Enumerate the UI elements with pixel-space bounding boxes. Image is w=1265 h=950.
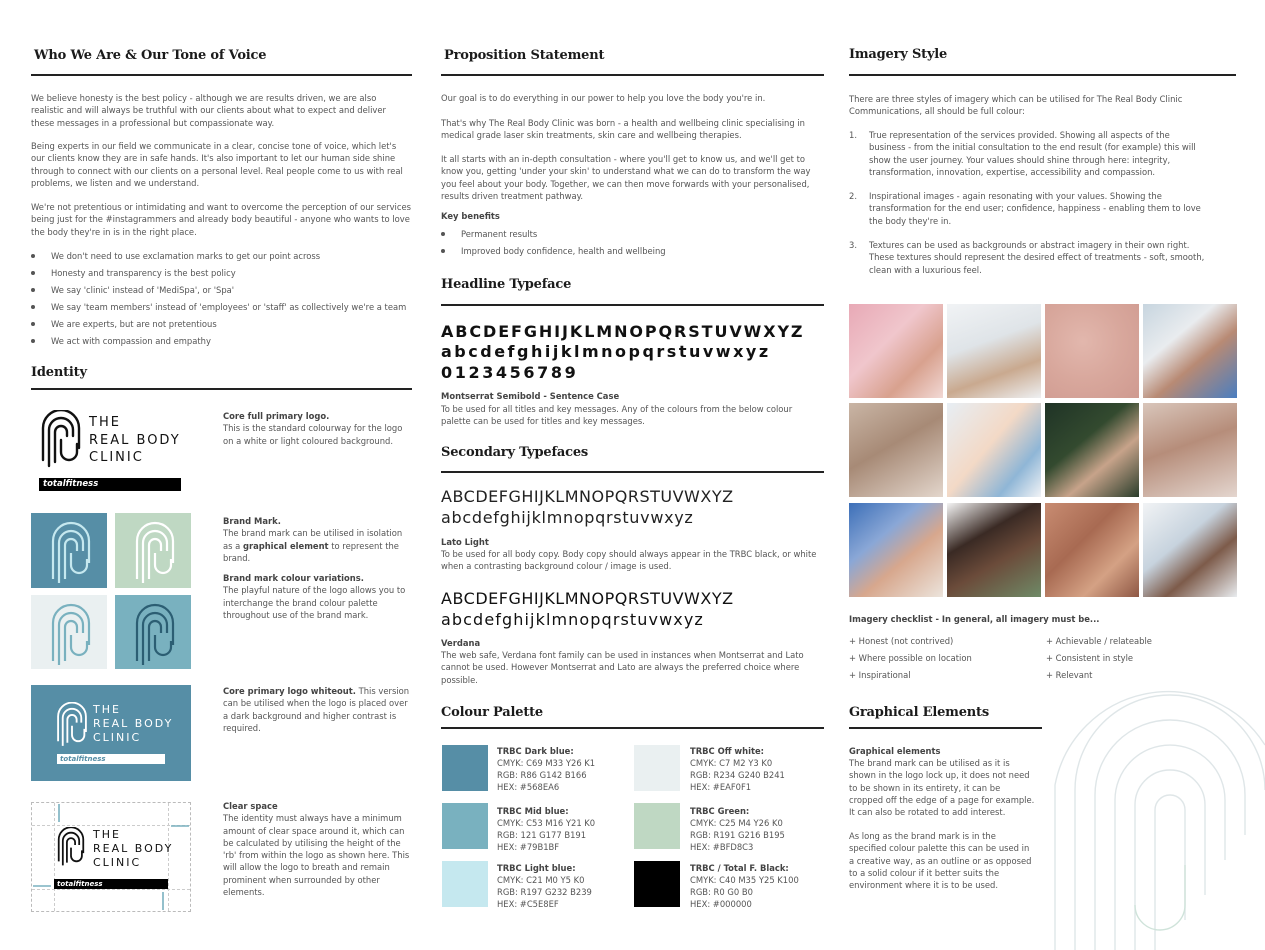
tone-paragraph-3: We're not pretentious or intimidating and want to overcome the perception of our services being just for the #instagrammers and already body beautiful - anyone who wants to love the body they're in is in the right place. (31, 202, 412, 237)
whiteout-description (223, 685, 411, 734)
core-logo-description (223, 410, 411, 447)
photo-massage (849, 403, 943, 497)
graphical-elements-subtitle: Graphical elements (849, 746, 941, 756)
core-logo (39, 410, 184, 492)
brand-mark-description (223, 515, 411, 621)
totalfitness-bar: totalfitness (57, 754, 165, 764)
photo-laser-treatment (1143, 304, 1237, 398)
brand-mark-icon (39, 410, 83, 468)
divider (441, 304, 824, 306)
montserrat-uppercase: ABCDEFGHIJKLMNOPQRSTUVWXYZ (441, 322, 805, 341)
montserrat-digits: 0123456789 (441, 363, 579, 382)
verdana-description: The web safe, Verdana font family can be used in instances when Montserrat and Lato cannot be used. However Montserrat and Lato are always the preferred choice where possible. (441, 650, 804, 685)
proposition-paragraph-2: That's why The Real Body Clinic was born - a health and wellbeing clinic specialising in medical grade laser skin treatments, skin care and wellbeing therapies. (441, 118, 805, 141)
lato-lowercase: abcdefghijklmnopqrstuvwxyz (441, 508, 694, 527)
divider (441, 471, 824, 473)
graphical-elements-title: Graphical Elements (849, 705, 989, 720)
totalfitness-bar: totalfitness (54, 879, 168, 889)
brand-mark-icon (55, 702, 89, 748)
photo-hand-care (849, 503, 943, 597)
imagery-checklist-left (849, 633, 1049, 684)
verdana-uppercase: ABCDEFGHIJKLMNOPQRSTUVWXYZ (441, 589, 734, 608)
montserrat-lowercase: abcdefghijklmnopqrstuvwxyz (441, 342, 771, 361)
brand-mark-tile (115, 595, 191, 669)
divider (849, 727, 1042, 729)
whiteout-logo (31, 685, 191, 781)
photo-women-underwear (849, 304, 943, 398)
imagery-intro: There are three styles of imagery which can be utilised for The Real Body Clinic Communications, all should be full colour: (849, 94, 1183, 117)
colour-palette (441, 743, 824, 913)
clear-space-title: Clear space (223, 801, 278, 811)
list-item: + Where possible on location (849, 653, 972, 663)
list-item: + Relevant (1046, 670, 1093, 680)
colour-info: TRBC Light blue: CMYK: C21 M0 Y5 K0 RGB: R197 G232 B239 HEX: #C5E8EF (497, 863, 592, 909)
variations-title: Brand mark colour variations. (223, 573, 364, 584)
tone-paragraph-2: Being experts in our field we communicate in a clear, concise tone of voice, which let's our clients know they are in safe hands. It's also important to let our human side shine through to connect with our clients on a personal level. Real people come to us with real problems, we listen and we understand. (31, 141, 403, 188)
imagery-style-title: Imagery Style (849, 47, 948, 62)
divider (31, 388, 412, 390)
logo-wordmark: THE REAL BODY CLINIC (93, 703, 174, 744)
brand-mark-tile (115, 513, 191, 588)
brand-mark-tile (31, 513, 107, 588)
photo-clinic-consult (1143, 503, 1237, 597)
lato-description: To be used for all body copy. Body copy should always appear in the TRBC black, or white when a contrasting background colour / image is used. (441, 549, 817, 572)
brand-mark-title: Brand Mark. (223, 516, 281, 526)
colour-swatch (634, 803, 680, 849)
brand-mark-icon (115, 595, 191, 669)
logo-line-3: CLINIC (89, 450, 144, 465)
list-item: + Consistent in style (1046, 653, 1134, 663)
lato-uppercase: ABCDEFGHIJKLMNOPQRSTUVWXYZ (441, 487, 734, 506)
montserrat-name: Montserrat Semibold - Sentence Case (441, 391, 620, 401)
photo-consultation-clipboard (947, 304, 1041, 398)
background-brand-mark-icon (1035, 660, 1265, 950)
logo-line-1: THE (89, 415, 121, 430)
brand-mark-icon (115, 513, 191, 588)
secondary-typefaces-title: Secondary Typefaces (441, 445, 589, 460)
brand-mark-tile (31, 595, 107, 669)
colour-swatch (442, 803, 488, 849)
montserrat-description: To be used for all titles and key messages. Any of the colours from the below colour palette can be used for titles and key messages. (441, 404, 793, 427)
clear-space-description (223, 800, 411, 898)
verdana-name: Verdana (441, 638, 481, 648)
brand-mark-icon (31, 595, 107, 669)
proposition-paragraph-1: Our goal is to do everything in our power to help you love the body you're in. (441, 93, 766, 103)
divider (849, 74, 1236, 76)
brand-mark-variations (31, 513, 191, 669)
colour-info: TRBC / Total F. Black: CMYK: C40 M35 Y25 K100 RGB: R0 G0 B0 HEX: #000000 (690, 863, 799, 909)
list-item: + Inspirational (849, 670, 911, 680)
core-logo-text: This is the standard colourway for the logo on a white or light coloured background. (223, 423, 403, 446)
clear-space-marker-icon (31, 802, 191, 912)
lato-name: Lato Light (441, 537, 489, 547)
whiteout-title: Core primary logo whiteout. (223, 686, 356, 696)
verdana-lowercase: abcdefghijklmnopqrstuvwxyz (441, 610, 704, 629)
photo-fabric-texture (1045, 503, 1139, 597)
graphical-elements-paragraph-2: As long as the brand mark is in the specified colour palette this can be used in a creative way, as an outline or as opposed to a solid colour if it better suits the environment where it is to be used. (849, 831, 1032, 891)
colour-swatch (634, 861, 680, 907)
photo-legs-group (1143, 403, 1237, 497)
tone-paragraph-1: We believe honesty is the best policy - although we are results driven, we are also realistic and will always be truthful with our clients about what to expect and deliver these messages in a professional but compassionate way. (31, 93, 386, 128)
clear-space-diagram (31, 802, 191, 912)
photo-body-silhouette (1045, 403, 1139, 497)
photo-skin-texture (1045, 304, 1139, 398)
colour-info: TRBC Off white: CMYK: C7 M2 Y3 K0 RGB: R234 G240 B241 HEX: #EAF0F1 (690, 746, 785, 792)
colour-swatch (634, 745, 680, 791)
colour-swatch (442, 861, 488, 907)
colour-info: TRBC Dark blue: CMYK: C69 M33 Y26 K1 RGB: R86 G142 B166 HEX: #568EA6 (497, 746, 596, 792)
list-item: + Honest (not contrived) (849, 636, 954, 646)
headline-typeface-title: Headline Typeface (441, 277, 572, 292)
identity-title: Identity (31, 365, 87, 380)
colour-swatch (442, 745, 488, 791)
divider (31, 74, 412, 76)
logo-wordmark: THE REAL BODY CLINIC (93, 828, 174, 869)
logo-wordmark (89, 414, 181, 467)
brand-mark-text: The brand mark can be utilised in isolation as a graphical element to represent the brand. (223, 528, 403, 563)
photo-facial-treatment (947, 403, 1041, 497)
colour-palette-title: Colour Palette (441, 705, 543, 720)
imagery-checklist-title: Imagery checklist - In general, all imagery must be... (849, 614, 1100, 624)
variations-text: The playful nature of the logo allows you to interchange the brand colour palette throughout use of the brand mark. (223, 585, 406, 621)
totalfitness-bar: totalfitness (39, 478, 181, 491)
tone-of-voice-title: Who We Are & Our Tone of Voice (34, 48, 267, 63)
photo-laughing-woman (947, 503, 1041, 597)
proposition-paragraph-3: It all starts with an in-depth consultation - where you'll get to know us, and we'll get to know you, getting 'under your skin' to understand what we can do to transform the way you feel about your body. Together, we can then move forwards with your personalised, results driven treatment pathway. (441, 154, 811, 201)
clear-space-text: The identity must always have a minimum amount of clear space around it, which can be calculated by utilising the height of the 'rb' from within the logo as shown here. This will allow the logo to breath and remain prominent when surrounded by other elements. (223, 813, 410, 898)
proposition-title: Proposition Statement (444, 48, 605, 63)
key-benefits-title: Key benefits (441, 211, 500, 221)
core-logo-title: Core full primary logo. (223, 411, 330, 421)
graphical-elements-paragraph-1: The brand mark can be utilised as it is shown in the logo lock up, it does not need to be shown in its entirety, it can be cropped off the edge of a page for example. It can also be rotated to add interest. (849, 758, 1035, 818)
divider (441, 727, 824, 729)
colour-info: TRBC Mid blue: CMYK: C53 M16 Y21 K0 RGB: 121 G177 B191 HEX: #79B1BF (497, 806, 596, 852)
logo-line-2: REAL BODY (89, 432, 181, 448)
colour-info: TRBC Green: CMYK: C25 M4 Y26 K0 RGB: R191 G216 B195 HEX: #BFD8C3 (690, 806, 785, 852)
imagery-checklist-right (1046, 633, 1226, 684)
imagery-photo-grid (849, 304, 1237, 597)
brand-mark-icon (31, 513, 107, 588)
list-item: + Achievable / relateable (1046, 636, 1152, 646)
divider (441, 74, 824, 76)
whiteout-text: This version can be utilised when the logo is placed over a dark background and higher contrast is required. (223, 686, 410, 733)
